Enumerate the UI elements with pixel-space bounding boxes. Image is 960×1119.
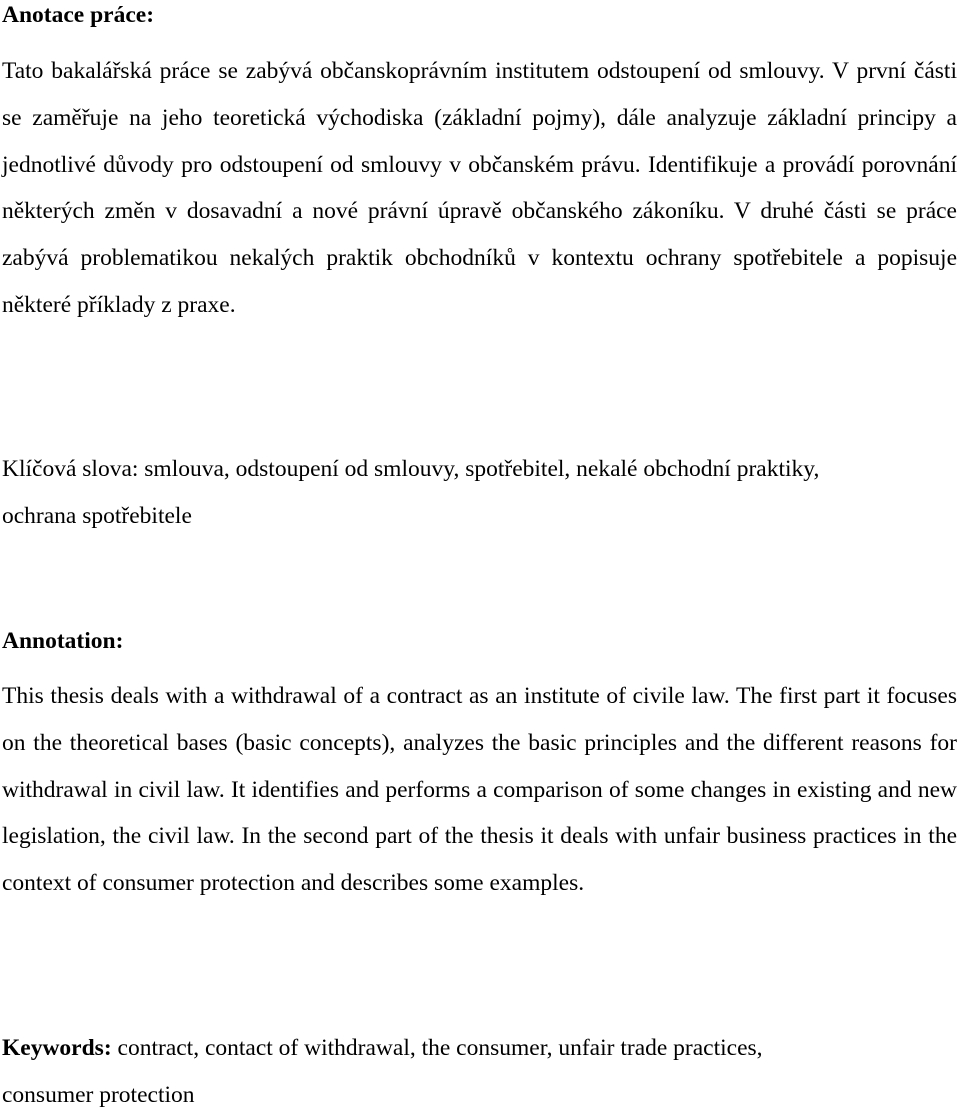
en-keywords-line-2: consumer protection [2,1082,195,1108]
cz-annotation-heading: Anotace práce: [2,2,155,28]
en-keywords-text: contract, contact of withdrawal, the consumer, unfair trade practices, [111,1035,763,1061]
en-keywords-label: Keywords: [2,1035,112,1061]
cz-annotation-paragraph: Tato bakalářská práce se zabývá občanskoprávním institutem odstoupení od smlouvy. V první části se zaměřuje na jeho teoretická východiska (základní pojmy), dále analyzuje základní principy a jednotlivé důvody pro odstoupení od smlouvy v občanském právu. Identifikuje a provádí porovnání některých změn v dosavadní a nové právní úpravě občanského zákoníku. V druhé části se práce zabývá problematikou nekalých praktik obchodníků v kontextu ochrany spotřebitele a popisuje některé příklady z praxe. [2,58,957,318]
en-keywords-line-1 [2,1025,763,1072]
en-annotation-paragraph: This thesis deals with a withdrawal of a contract as an institute of civile law. The first part it focuses on the theoretical bases (basic concepts), analyzes the basic principles and the different reasons for withdrawal in civil law. It identifies and performs a comparison of some changes in existing and new legislation, the civil law. In the second part of the thesis it deals with unfair business practices in the context of consumer protection and describes some examples. [2,683,957,897]
cz-keywords-line-1: Klíčová slova: smlouva, odstoupení od smlouvy, spotřebitel, nekalé obchodní praktiky, [2,456,820,482]
en-annotation-heading: Annotation: [2,628,124,654]
cz-keywords-line-2: ochrana spotřebitele [2,503,192,529]
